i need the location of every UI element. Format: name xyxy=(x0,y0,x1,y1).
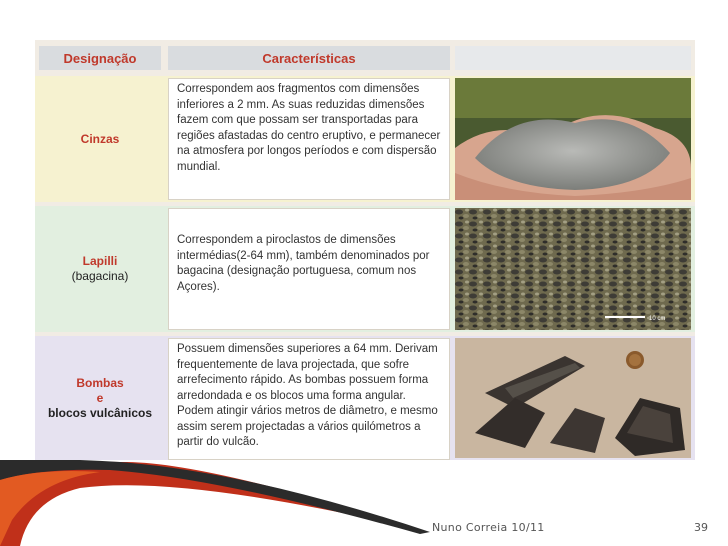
scale-label: 10 cm xyxy=(649,316,666,322)
bombs-photo xyxy=(455,338,691,458)
row-ash-description: Correspondem aos fragmentos com dimensões inferiores a 2 mm. As suas reduzidas dimensões fazem com que possam ser transportadas para regiões afastadas do centro eruptivo, e permanecer na atmosfera por longos períodos e com dispersão mundial. xyxy=(168,78,450,200)
ash-hands-illustration xyxy=(455,78,691,200)
bombs-label: Bombas xyxy=(76,375,124,390)
lapilli-label: Lapilli xyxy=(82,254,118,268)
header-designation xyxy=(39,46,161,70)
volcanic-bombs-illustration xyxy=(455,338,691,458)
pyroclast-table xyxy=(35,40,695,460)
header-designation-label: Designação xyxy=(63,50,137,66)
decorative-swoosh xyxy=(0,460,440,546)
lapilli-sublabel: (bagacina) xyxy=(71,269,129,283)
volcanic-blocks-label: blocos vulcânicos xyxy=(47,405,153,420)
row-lapilli-label xyxy=(39,206,161,332)
lapilli-photo xyxy=(455,208,691,330)
row-lapilli-description: Correspondem a piroclastos de dimensões intermédias(2-64 mm), também denominados por bagacina (designação portuguesa, comum nos Açores). xyxy=(168,208,450,330)
row-bombs-description: Possuem dimensões superiores a 64 mm. Derivam frequentemente de lava projectada, que sofre arrefecimento rápido. As bombas possuem forma arredondada e os blocos uma forma angular. Podem atingir vários metros de diâmetro, e mesmo assim serem projectadas a vários quilómetros a partir do vulcão. xyxy=(168,338,450,460)
ash-label: Cinzas xyxy=(80,131,120,146)
scale-bar xyxy=(605,316,645,318)
lapilli-gravel-illustration xyxy=(455,208,691,330)
header-characteristics-label: Características xyxy=(262,50,356,66)
footer-author: Nuno Correia 10/11 xyxy=(432,521,545,534)
bombs-connector: e xyxy=(96,390,104,405)
row-bombs-label xyxy=(39,336,161,460)
page-number: 39 xyxy=(694,521,708,534)
header-image-column xyxy=(455,46,691,70)
ash-photo xyxy=(455,78,691,200)
header-characteristics xyxy=(168,46,450,70)
row-ash-label xyxy=(39,76,161,202)
